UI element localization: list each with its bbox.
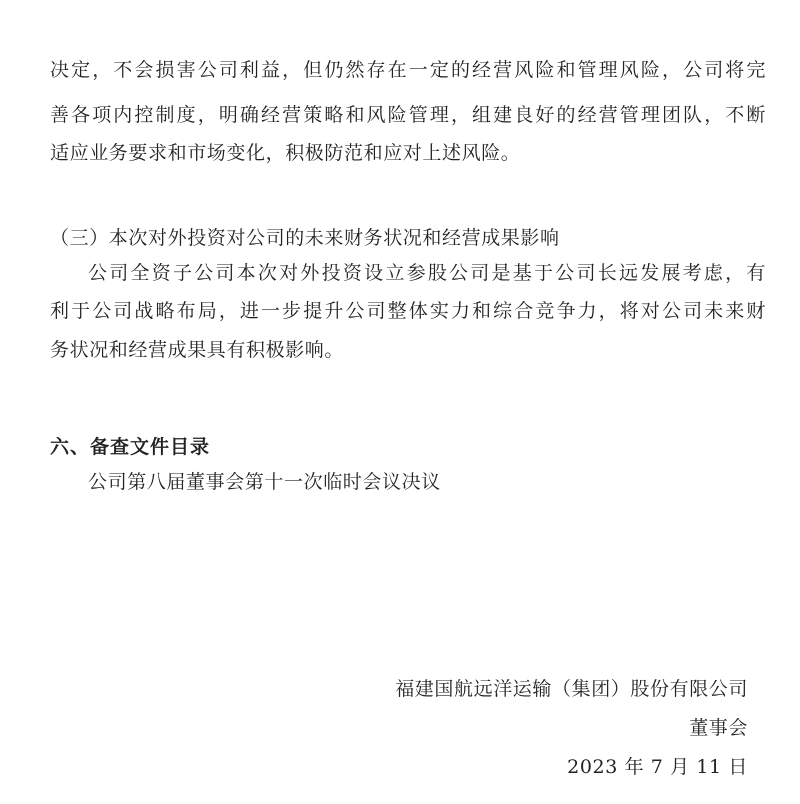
- impact-subheading: （三）本次对外投资对公司的未来财务状况和经营成果影响: [50, 227, 560, 249]
- risk-paragraph-line-1: 决定，不会损害公司利益，但仍然存在一定的经营风险和管理风险，公司将完: [50, 59, 766, 81]
- risk-paragraph-line-2: 善各项内控制度，明确经营策略和风险管理，组建良好的经营管理团队，不断: [50, 104, 766, 126]
- impact-paragraph-line-1: 公司全资子公司本次对外投资设立参股公司是基于公司长远发展考虑，有: [88, 262, 766, 284]
- signature-board: 董事会: [689, 717, 748, 739]
- impact-paragraph-line-3: 务状况和经营成果具有积极影响。: [50, 339, 345, 361]
- risk-paragraph-line-3: 适应业务要求和市场变化，积极防范和应对上述风险。: [50, 142, 521, 164]
- documents-item: 公司第八届董事会第十一次临时会议决议: [88, 471, 441, 493]
- signature-date: 2023 年 7 月 11 日: [567, 756, 748, 778]
- documents-heading: 六、备查文件目录: [50, 436, 211, 458]
- signature-company: 福建国航远洋运输（集团）股份有限公司: [395, 678, 748, 700]
- impact-paragraph-line-2: 利于公司战略布局，进一步提升公司整体实力和综合竞争力，将对公司未来财: [50, 300, 766, 322]
